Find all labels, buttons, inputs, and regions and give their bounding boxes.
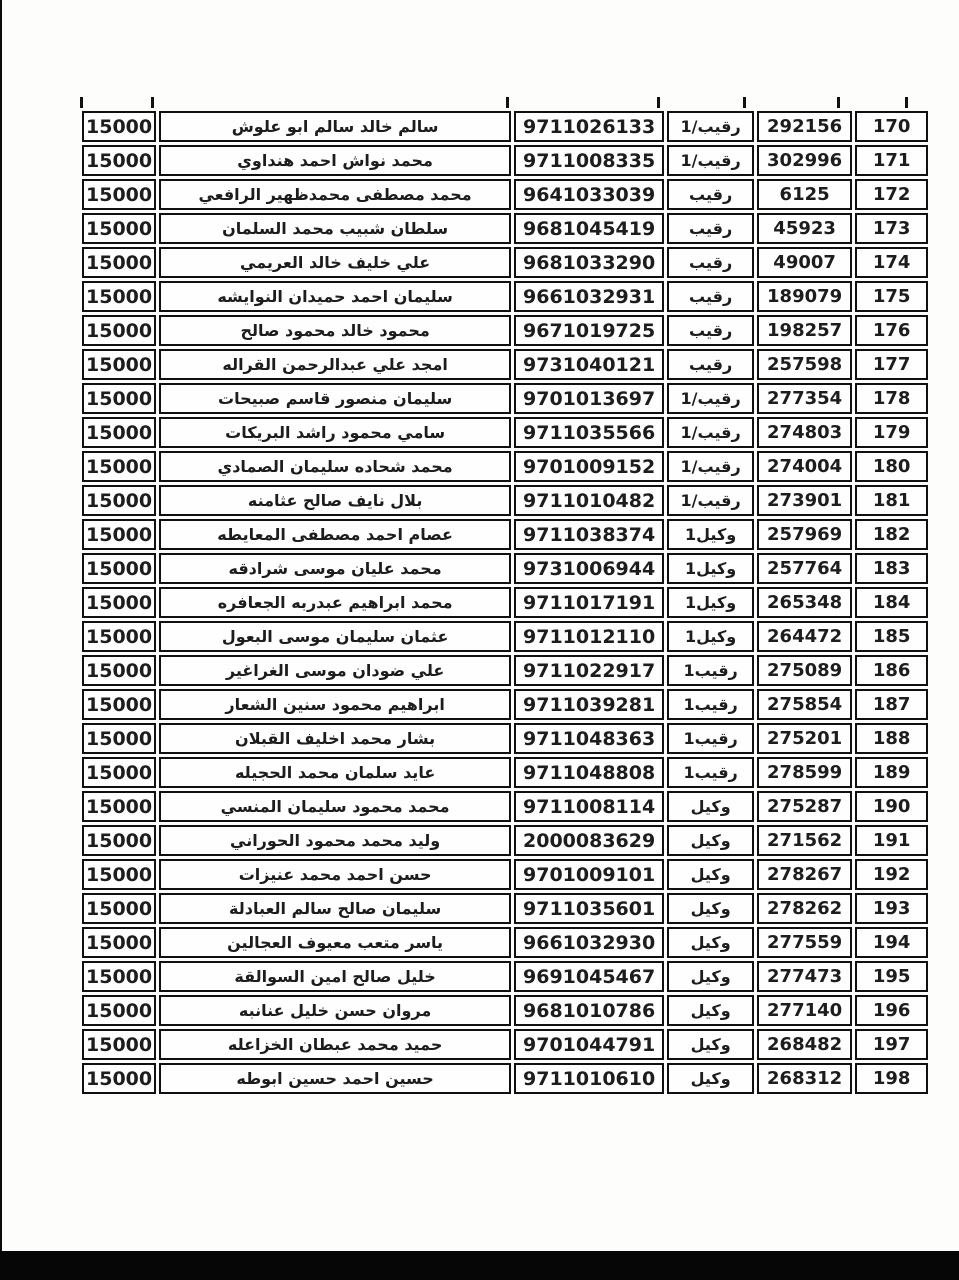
cell-rank: رقيب/1	[667, 145, 754, 176]
cell-amount: 15000	[82, 893, 156, 924]
cell-rank: رقيب1	[667, 689, 754, 720]
cell-national_no: 2000083629	[514, 825, 664, 856]
table-row	[82, 247, 928, 278]
table-row	[82, 587, 928, 618]
cell-rank: وكيل	[667, 927, 754, 958]
cell-service_no: 45923	[757, 213, 852, 244]
cell-seq: 194	[855, 927, 928, 958]
cell-national_no: 9671019725	[514, 315, 664, 346]
cell-amount: 15000	[82, 859, 156, 890]
cell-service_no: 278267	[757, 859, 852, 890]
cell-amount: 15000	[82, 655, 156, 686]
cell-seq: 189	[855, 757, 928, 788]
cell-rank: وكيل	[667, 1029, 754, 1060]
cell-national_no: 9711048808	[514, 757, 664, 788]
cell-service_no: 277559	[757, 927, 852, 958]
scan-left-edge-artifact	[0, 0, 2, 1280]
table-row	[82, 791, 928, 822]
cell-seq: 198	[855, 1063, 928, 1094]
cell-rank: وكيل	[667, 893, 754, 924]
cell-service_no: 277354	[757, 383, 852, 414]
cell-name: حسن احمد محمد عنيزات	[159, 859, 511, 890]
cell-amount: 15000	[82, 417, 156, 448]
cell-rank: وكيل	[667, 791, 754, 822]
table-row	[82, 213, 928, 244]
table-row	[82, 349, 928, 380]
cell-national_no: 9711035566	[514, 417, 664, 448]
cell-name: وليد محمد محمود الحوراني	[159, 825, 511, 856]
cell-amount: 15000	[82, 927, 156, 958]
cell-rank: وكيل	[667, 961, 754, 992]
cell-seq: 171	[855, 145, 928, 176]
cell-national_no: 9701013697	[514, 383, 664, 414]
cell-service_no: 292156	[757, 111, 852, 142]
cell-amount: 15000	[82, 451, 156, 482]
cell-seq: 183	[855, 553, 928, 584]
cell-seq: 180	[855, 451, 928, 482]
cell-national_no: 9681033290	[514, 247, 664, 278]
cell-amount: 15000	[82, 723, 156, 754]
cell-seq: 185	[855, 621, 928, 652]
border-stub	[506, 97, 509, 108]
cell-name: علي خليف خالد العريمي	[159, 247, 511, 278]
cell-national_no: 9711017191	[514, 587, 664, 618]
cell-amount: 15000	[82, 757, 156, 788]
cell-service_no: 6125	[757, 179, 852, 210]
border-stub	[905, 97, 908, 108]
cell-rank: وكيل	[667, 1063, 754, 1094]
cell-name: محمد ابراهيم عبدربه الجعافره	[159, 587, 511, 618]
cell-rank: وكيل	[667, 995, 754, 1026]
cell-amount: 15000	[82, 145, 156, 176]
cell-name: عايد سلمان محمد الحجيله	[159, 757, 511, 788]
cell-service_no: 302996	[757, 145, 852, 176]
cell-service_no: 277473	[757, 961, 852, 992]
cell-rank: رقيب/1	[667, 485, 754, 516]
table-row	[82, 927, 928, 958]
cell-amount: 15000	[82, 689, 156, 720]
cell-national_no: 9711035601	[514, 893, 664, 924]
cell-service_no: 268312	[757, 1063, 852, 1094]
cell-name: سليمان منصور قاسم صبيحات	[159, 383, 511, 414]
cell-seq: 172	[855, 179, 928, 210]
cell-seq: 175	[855, 281, 928, 312]
cell-seq: 179	[855, 417, 928, 448]
cell-national_no: 9701009152	[514, 451, 664, 482]
cell-name: بلال نايف صالح عثامنه	[159, 485, 511, 516]
cell-national_no: 9711048363	[514, 723, 664, 754]
cell-national_no: 9711038374	[514, 519, 664, 550]
cell-rank: رقيب1	[667, 655, 754, 686]
cell-service_no: 275854	[757, 689, 852, 720]
cell-amount: 15000	[82, 213, 156, 244]
cell-name: سالم خالد سالم ابو علوش	[159, 111, 511, 142]
cell-national_no: 9661032930	[514, 927, 664, 958]
cell-seq: 184	[855, 587, 928, 618]
cell-rank: وكيل1	[667, 621, 754, 652]
cell-rank: وكيل1	[667, 553, 754, 584]
cell-national_no: 9681045419	[514, 213, 664, 244]
cell-seq: 177	[855, 349, 928, 380]
cell-name: محمد شحاده سليمان الصمادي	[159, 451, 511, 482]
cell-national_no: 9711012110	[514, 621, 664, 652]
cell-national_no: 9711039281	[514, 689, 664, 720]
cell-name: محمد محمود سليمان المنسي	[159, 791, 511, 822]
cell-national_no: 9641033039	[514, 179, 664, 210]
table-row	[82, 961, 928, 992]
cell-rank: وكيل1	[667, 587, 754, 618]
border-stub	[837, 97, 840, 108]
cell-rank: وكيل	[667, 859, 754, 890]
cell-rank: رقيب	[667, 213, 754, 244]
table-row	[82, 859, 928, 890]
cell-national_no: 9711010610	[514, 1063, 664, 1094]
cell-national_no: 9661032931	[514, 281, 664, 312]
table-row	[82, 723, 928, 754]
cell-seq: 186	[855, 655, 928, 686]
cell-amount: 15000	[82, 587, 156, 618]
cell-service_no: 265348	[757, 587, 852, 618]
cell-amount: 15000	[82, 179, 156, 210]
cell-national_no: 9701009101	[514, 859, 664, 890]
cell-service_no: 274004	[757, 451, 852, 482]
cell-name: عصام احمد مصطفى المعايطه	[159, 519, 511, 550]
cell-rank: رقيب/1	[667, 111, 754, 142]
cell-seq: 187	[855, 689, 928, 720]
cell-service_no: 275287	[757, 791, 852, 822]
cell-seq: 173	[855, 213, 928, 244]
cell-name: سامي محمود راشد البريكات	[159, 417, 511, 448]
table-row	[82, 383, 928, 414]
cell-amount: 15000	[82, 383, 156, 414]
cell-name: ياسر متعب معيوف العجالين	[159, 927, 511, 958]
cell-amount: 15000	[82, 995, 156, 1026]
cell-name: محمود خالد محمود صالح	[159, 315, 511, 346]
table-row	[82, 825, 928, 856]
cell-seq: 188	[855, 723, 928, 754]
border-stub	[743, 97, 746, 108]
cell-amount: 15000	[82, 621, 156, 652]
cell-amount: 15000	[82, 247, 156, 278]
cell-seq: 193	[855, 893, 928, 924]
cell-national_no: 9711026133	[514, 111, 664, 142]
cell-seq: 182	[855, 519, 928, 550]
table-row	[82, 485, 928, 516]
cell-rank: وكيل	[667, 825, 754, 856]
cell-name: عثمان سليمان موسى البعول	[159, 621, 511, 652]
cell-national_no: 9681010786	[514, 995, 664, 1026]
table-row	[82, 553, 928, 584]
cell-national_no: 9711008114	[514, 791, 664, 822]
cell-amount: 15000	[82, 485, 156, 516]
cell-name: امجد علي عبدالرحمن القراله	[159, 349, 511, 380]
table-row	[82, 111, 928, 142]
cell-service_no: 257764	[757, 553, 852, 584]
cell-name: حسين احمد حسين ابوطه	[159, 1063, 511, 1094]
cell-service_no: 273901	[757, 485, 852, 516]
cell-name: سلطان شبيب محمد السلمان	[159, 213, 511, 244]
cell-name: ابراهيم محمود سنين الشعار	[159, 689, 511, 720]
table-row	[82, 179, 928, 210]
cell-seq: 191	[855, 825, 928, 856]
cell-service_no: 277140	[757, 995, 852, 1026]
cell-amount: 15000	[82, 961, 156, 992]
cell-seq: 196	[855, 995, 928, 1026]
cell-amount: 15000	[82, 825, 156, 856]
table-row	[82, 995, 928, 1026]
cell-amount: 15000	[82, 349, 156, 380]
cell-name: خليل صالح امين السوالقة	[159, 961, 511, 992]
cell-amount: 15000	[82, 315, 156, 346]
cell-rank: رقيب/1	[667, 417, 754, 448]
table-row	[82, 655, 928, 686]
table-row	[82, 145, 928, 176]
cell-seq: 192	[855, 859, 928, 890]
table-row	[82, 417, 928, 448]
table-row	[82, 689, 928, 720]
table-row	[82, 757, 928, 788]
cell-name: مروان حسن خليل عنانبه	[159, 995, 511, 1026]
table-body	[82, 111, 928, 1094]
cell-seq: 190	[855, 791, 928, 822]
cell-name: سليمان احمد حميدان النوايشه	[159, 281, 511, 312]
cell-rank: وكيل1	[667, 519, 754, 550]
personnel-payment-table	[79, 108, 931, 1097]
cell-national_no: 9731040121	[514, 349, 664, 380]
border-stub	[151, 97, 154, 108]
table-row	[82, 451, 928, 482]
cell-national_no: 9711010482	[514, 485, 664, 516]
cell-seq: 197	[855, 1029, 928, 1060]
table-row	[82, 519, 928, 550]
cell-service_no: 49007	[757, 247, 852, 278]
table-row	[82, 1063, 928, 1094]
cell-service_no: 189079	[757, 281, 852, 312]
table-row	[82, 1029, 928, 1060]
cell-rank: رقيب/1	[667, 383, 754, 414]
cell-seq: 181	[855, 485, 928, 516]
cell-seq: 195	[855, 961, 928, 992]
cell-rank: رقيب/1	[667, 451, 754, 482]
cell-name: محمد عليان موسى شرادقه	[159, 553, 511, 584]
table-row	[82, 281, 928, 312]
cell-service_no: 271562	[757, 825, 852, 856]
cell-name: محمد نواش احمد هنداوي	[159, 145, 511, 176]
cell-rank: رقيب	[667, 281, 754, 312]
cell-seq: 170	[855, 111, 928, 142]
cell-amount: 15000	[82, 791, 156, 822]
cell-seq: 174	[855, 247, 928, 278]
border-stub	[657, 97, 660, 108]
cell-amount: 15000	[82, 553, 156, 584]
cell-national_no: 9701044791	[514, 1029, 664, 1060]
cell-amount: 15000	[82, 281, 156, 312]
cell-service_no: 274803	[757, 417, 852, 448]
cell-amount: 15000	[82, 1029, 156, 1060]
border-stub	[80, 97, 83, 108]
cell-national_no: 9731006944	[514, 553, 664, 584]
cell-name: سليمان صالح سالم العبادلة	[159, 893, 511, 924]
table-row	[82, 315, 928, 346]
cell-rank: رقيب	[667, 315, 754, 346]
cell-name: محمد مصطفى محمدظهير الرافعي	[159, 179, 511, 210]
cell-rank: رقيب	[667, 179, 754, 210]
cell-service_no: 257598	[757, 349, 852, 380]
cell-name: علي ضودان موسى الغراغير	[159, 655, 511, 686]
cell-amount: 15000	[82, 111, 156, 142]
cell-amount: 15000	[82, 519, 156, 550]
cell-service_no: 268482	[757, 1029, 852, 1060]
cell-seq: 178	[855, 383, 928, 414]
cell-national_no: 9691045467	[514, 961, 664, 992]
cell-service_no: 198257	[757, 315, 852, 346]
cell-name: بشار محمد اخليف القبلان	[159, 723, 511, 754]
cell-seq: 176	[855, 315, 928, 346]
scan-bottom-edge-artifact	[0, 1251, 959, 1280]
cell-rank: رقيب1	[667, 757, 754, 788]
cell-national_no: 9711008335	[514, 145, 664, 176]
cell-rank: رقيب	[667, 247, 754, 278]
table-row	[82, 893, 928, 924]
cell-rank: رقيب1	[667, 723, 754, 754]
cell-rank: رقيب	[667, 349, 754, 380]
table-row	[82, 621, 928, 652]
cell-service_no: 278262	[757, 893, 852, 924]
cell-service_no: 275201	[757, 723, 852, 754]
cell-name: حميد محمد عبطان الخزاعله	[159, 1029, 511, 1060]
cell-service_no: 257969	[757, 519, 852, 550]
cell-service_no: 278599	[757, 757, 852, 788]
cell-service_no: 264472	[757, 621, 852, 652]
cell-service_no: 275089	[757, 655, 852, 686]
cell-national_no: 9711022917	[514, 655, 664, 686]
cell-amount: 15000	[82, 1063, 156, 1094]
